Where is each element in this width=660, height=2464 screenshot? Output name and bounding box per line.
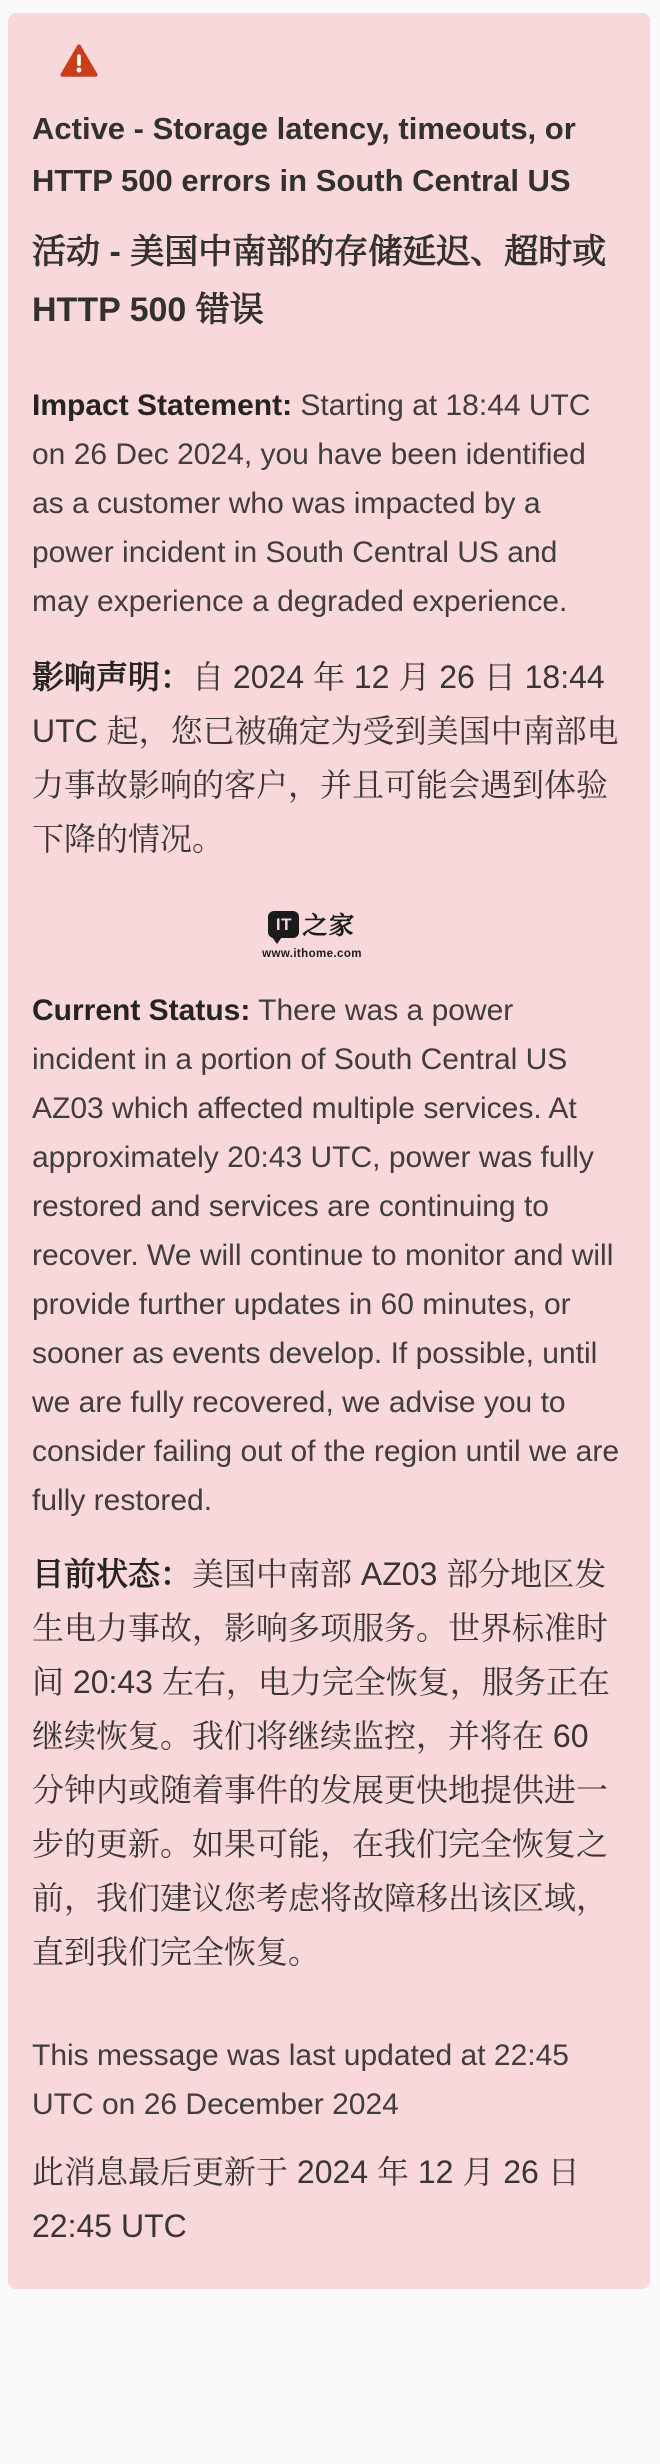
ithome-logo: [268, 906, 355, 942]
status-label-en: Current Status:: [32, 994, 251, 1027]
alert-icon-row: [60, 43, 622, 79]
current-status-en: [32, 986, 620, 1525]
warning-triangle-icon: [60, 43, 98, 78]
last-updated-en: This message was last updated at 22:45 UTC on 26 December 2024: [32, 2039, 569, 2121]
ithome-it-bubble-icon: [268, 911, 299, 938]
impact-text-en: Starting at 18:44 UTC on 26 Dec 2024, you have been identified as a customer who was impacted by a power incident in South Central US and may experience a degraded experience.: [32, 389, 591, 618]
ithome-logo-it-text: IT: [275, 914, 293, 934]
impact-label-zh: 影响声明：: [32, 659, 193, 695]
ithome-logo-zhijia-text: 之家: [302, 912, 357, 940]
ithome-site-url: www.ithome.com: [262, 948, 362, 960]
impact-text-zh: 自 2024 年 12 月 26 日 18:44 UTC 起，您已被确定为受到美国中南部电力事故影响的客户，并且可能会遇到体验下降的情况。: [32, 659, 619, 857]
current-status-zh: [32, 1547, 620, 1979]
impact-label-en: Impact Statement:: [32, 389, 293, 422]
incident-alert-card: [8, 13, 650, 2289]
speech-bubble-tail-icon: [272, 937, 282, 944]
status-text-zh: 美国中南部 AZ03 部分地区发生电力事故，影响多项服务。世界标准时间 20:43 左右，电力完全恢复，服务正在继续恢复。我们将继续监控，并将在 60 分钟内或随着事件的发展更快地提供进一步的更新。如果可能，在我们完全恢复之前，我们建议您考虑将故障移出该区域，直到我们完全恢复。: [32, 1556, 610, 1970]
status-label-zh: 目前状态：: [32, 1556, 193, 1592]
ithome-watermark: [237, 906, 387, 960]
status-text-en: There was a power incident in a portion of South Central US AZ03 which affected multiple services. At approximately 20:43 UTC, power was fully restored and services are continuing to recover. We will continue to monitor and will provide further updates in 60 minutes, or sooner as events develop. If possible, until we are fully recovered, we advise you to consider failing out of the region until we are fully restored.: [32, 994, 620, 1517]
incident-title-zh: 活动 - 美国中南部的存储延迟、超时或 HTTP 500 错误: [32, 233, 607, 329]
incident-title-en: Active - Storage latency, timeouts, or HTTP 500 errors in South Central US: [32, 111, 576, 198]
last-updated-zh: 此消息最后更新于 2024 年 12 月 26 日 22:45 UTC: [32, 2154, 580, 2244]
impact-statement-en: [32, 381, 620, 626]
impact-statement-zh: [32, 650, 620, 866]
